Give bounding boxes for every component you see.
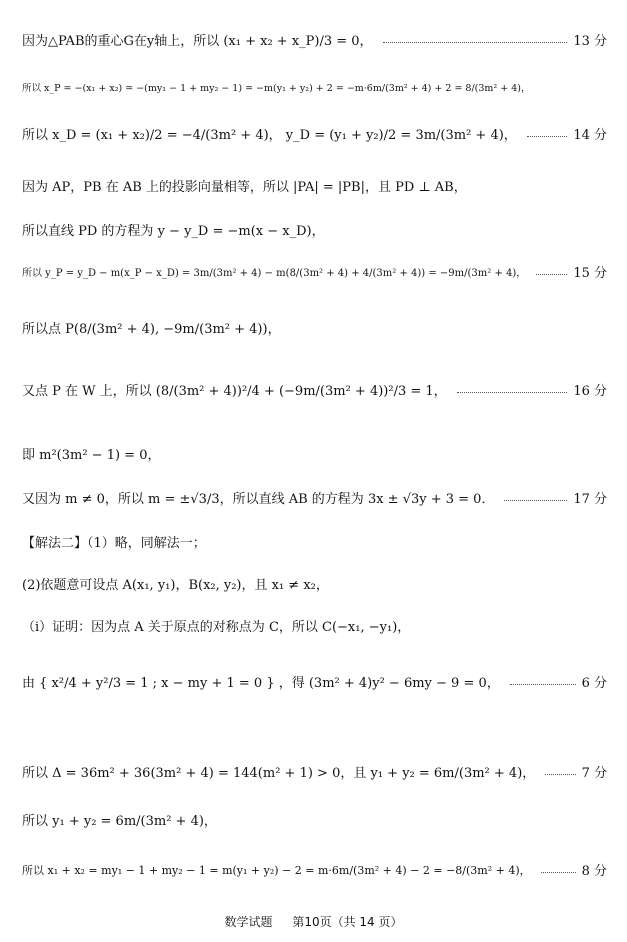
solution-line — [22, 672, 607, 691]
line-text: 所以 Δ = 36m² + 36(3m² + 4) = 144(m² + 1) > 0，且 y₁ + y₂ = 6m/(3m² + 4)， — [22, 766, 536, 781]
solution-line — [22, 616, 607, 635]
line-text: 所以点 P(8/(3m² + 4), −9m/(3m² + 4))， — [22, 322, 281, 337]
score-mark: 15 分 — [573, 266, 607, 281]
line-text: 即 m²(3m² − 1) = 0， — [22, 448, 161, 463]
score-mark: 17 分 — [573, 492, 607, 507]
solution-line — [22, 80, 607, 94]
line-text: (2)依题意可设点 A(x₁, y₁)，B(x₂, y₂)，且 x₁ ≠ x₂， — [22, 578, 329, 593]
line-text: 所以 y₁ + y₂ = 6m/(3m² + 4)， — [22, 814, 217, 829]
line-text: 所以 y_P = y_D − m(x_P − x_D) = 3m/(3m² + 4) − m(8/(3m² + 4) + 4/(3m² + 4)) = −9m/(3m² + 4)， — [22, 268, 527, 279]
solution-line — [22, 380, 607, 399]
line-text: 由 { x²/4 + y²/3 = 1 ; x − my + 1 = 0 } ，得 (3m² + 4)y² − 6my − 9 = 0， — [22, 676, 500, 691]
score-mark: 16 分 — [573, 384, 607, 399]
solution-line — [22, 262, 607, 281]
score-mark: 13 分 — [573, 34, 607, 49]
solution-line — [22, 220, 607, 239]
score-leader — [536, 273, 567, 275]
line-text: 所以 x_P = −(x₁ + x₂) = −(my₁ − 1 + my₂ − 1) = −m(y₁ + y₂) + 2 = −m·6m/(3m² + 4) + 2 = 8/(3m² + 4)， — [22, 83, 531, 94]
solution-line — [22, 124, 607, 143]
score-mark: 14 分 — [573, 128, 607, 143]
line-text: 【解法二】（1）略，同解法一； — [22, 536, 206, 551]
line-text: 又因为 m ≠ 0，所以 m = ±√3/3，所以直线 AB 的方程为 3x ± √3y + 3 = 0． — [22, 492, 495, 507]
score-leader — [510, 683, 576, 685]
score-mark: 7 分 — [581, 766, 607, 781]
line-text: 所以 x_D = (x₁ + x₂)/2 = −4/(3m² + 4)， y_D = (y₁ + y₂)/2 = 3m/(3m² + 4)， — [22, 128, 517, 143]
score-mark: 6 分 — [581, 676, 607, 691]
line-text: 所以直线 PD 的方程为 y − y_D = −m(x − x_D)， — [22, 224, 325, 239]
solution-line — [22, 810, 607, 829]
page-footer — [0, 913, 627, 930]
line-text: 因为 AP，PB 在 AB 上的投影向量相等，所以 |PA| = |PB|，且 PD ⊥ AB， — [22, 180, 467, 195]
solution-line — [22, 176, 607, 195]
score-leader — [541, 871, 576, 873]
solution-line — [22, 860, 607, 879]
footer-page-number: 第10页（共 14 页） — [292, 915, 403, 929]
line-text: 所以 x₁ + x₂ = my₁ − 1 + my₂ − 1 = m(y₁ + y₂) − 2 = m·6m/(3m² + 4) − 2 = −8/(3m² + 4)， — [22, 863, 531, 877]
solution-line — [22, 318, 607, 337]
solution-line — [22, 488, 607, 507]
line-text: 又点 P 在 W 上，所以 (8/(3m² + 4))²/4 + (−9m/(3m² + 4))²/3 = 1， — [22, 384, 447, 399]
score-leader — [504, 499, 567, 501]
section-heading — [22, 532, 607, 551]
line-text: （i）证明：因为点 A 关于原点的对称点为 C，所以 C(−x₁, −y₁)， — [22, 620, 411, 635]
score-leader — [545, 773, 575, 775]
solution-line — [22, 574, 607, 593]
line-text: 因为△PAB的重心G在y轴上，所以 (x₁ + x₂ + x_P)/3 = 0， — [22, 34, 373, 49]
solution-line — [22, 30, 607, 49]
score-leader — [527, 135, 568, 137]
solution-line — [22, 762, 607, 781]
solution-line — [22, 444, 607, 463]
score-leader — [383, 41, 568, 43]
score-mark: 8 分 — [581, 864, 607, 879]
footer-subject: 数学试题 — [224, 915, 273, 929]
score-leader — [457, 391, 568, 393]
